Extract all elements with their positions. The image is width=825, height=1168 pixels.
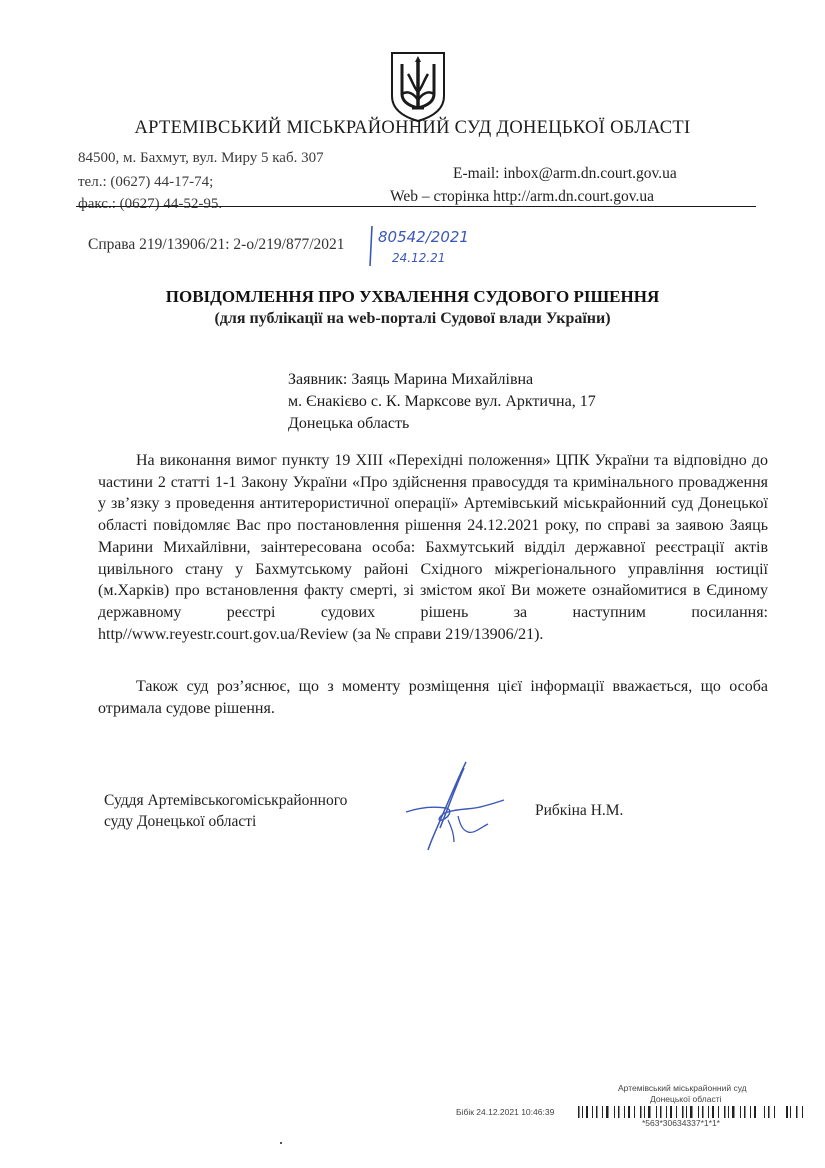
judge-position-line1: Суддя Артемівськогоміськрайонного [104, 792, 348, 809]
footer-court-region: Донецької області [650, 1094, 722, 1104]
registration-timestamp: Бібік 24.12.2021 10:46:39 [456, 1107, 555, 1117]
footer-court-stamp: Артемівський міськрайонний суд [618, 1083, 747, 1093]
court-email: E-mail: inbox@arm.dn.court.gov.ua [453, 165, 677, 182]
applicant-address: м. Єнакієво с. К. Марксове вул. Арктична, 17 [288, 393, 596, 410]
court-website: Web – сторінка http://arm.dn.court.gov.ua [390, 188, 654, 205]
applicant-region: Донецька область [288, 415, 410, 432]
document-title: ПОВІДОМЛЕННЯ ПРО УХВАЛЕННЯ СУДОВОГО РІШЕННЯ [165, 287, 660, 306]
judge-position [104, 790, 347, 832]
page-mark [280, 1142, 282, 1144]
header-divider [76, 206, 756, 207]
barcode-code: *563*30634337*1*1* [642, 1118, 720, 1128]
court-name: АРТЕМІВСЬКИЙ МІСЬКРАЙОННИЙ СУД ДОНЕЦЬКОЇ ОБЛАСТІ [134, 118, 691, 138]
notice-paragraph: На виконання вимог пункту 19 XIII «Перехідні положення» ЦПК України та відповідно до частини 2 статті 1-1 Закону України «Про здійснення правосуддя та кримінального провадження у зв’язку з проведення антитерористичної операції» Артемівський міськрайонний суд Донецької області повідомляє Вас про постановлення рішення 24.12.2021 року, по справі за заявою Заяць Марини Михайлівни, заінтересована особа: Бахмутський відділ державної реєстрації актів цивільного стану у Бахмутському районі Східного міжрегіонального управління юстиції (м.Харків) про встановлення факту смерті, зі змістом якої Ви можете ознайомитися в Єдиному державному реєстрі судових рішень за наступним посилання: http//www.reyestr.court.gov.ua/Review (за № справи 219/13906/21). [98, 452, 768, 643]
case-number: Справа 219/13906/21: 2-о/219/877/2021 [88, 236, 345, 253]
coat-of-arms-icon [388, 50, 448, 124]
judge-position-line2: суду Донецької області [104, 813, 257, 830]
clarification-body [98, 676, 768, 719]
judge-name: Рибкіна Н.М. [535, 802, 624, 819]
document-subtitle: (для публікації на web-порталі Судової влади України) [214, 310, 611, 327]
handwritten-registration-note [368, 222, 478, 270]
court-phone: тел.: (0627) 44-17-74; [78, 174, 214, 190]
handwritten-reg-number: 80542/2021 [378, 228, 469, 246]
handwritten-reg-date: 24.12.21 [392, 251, 446, 265]
applicant-name: Заявник: Заяць Марина Михайлівна [288, 371, 534, 388]
clarification-paragraph: Також суд роз’яснює, що з моменту розміщення цієї інформації вважається, що особа отримала судове рішення. [98, 678, 768, 717]
court-fax: факс.: (0627) 44-52-95. [78, 196, 223, 212]
judge-signature [398, 758, 508, 858]
court-address: 84500, м. Бахмут, вул. Миру 5 каб. 307 [78, 150, 324, 166]
registration-barcode [578, 1106, 808, 1118]
notice-body [98, 450, 768, 645]
